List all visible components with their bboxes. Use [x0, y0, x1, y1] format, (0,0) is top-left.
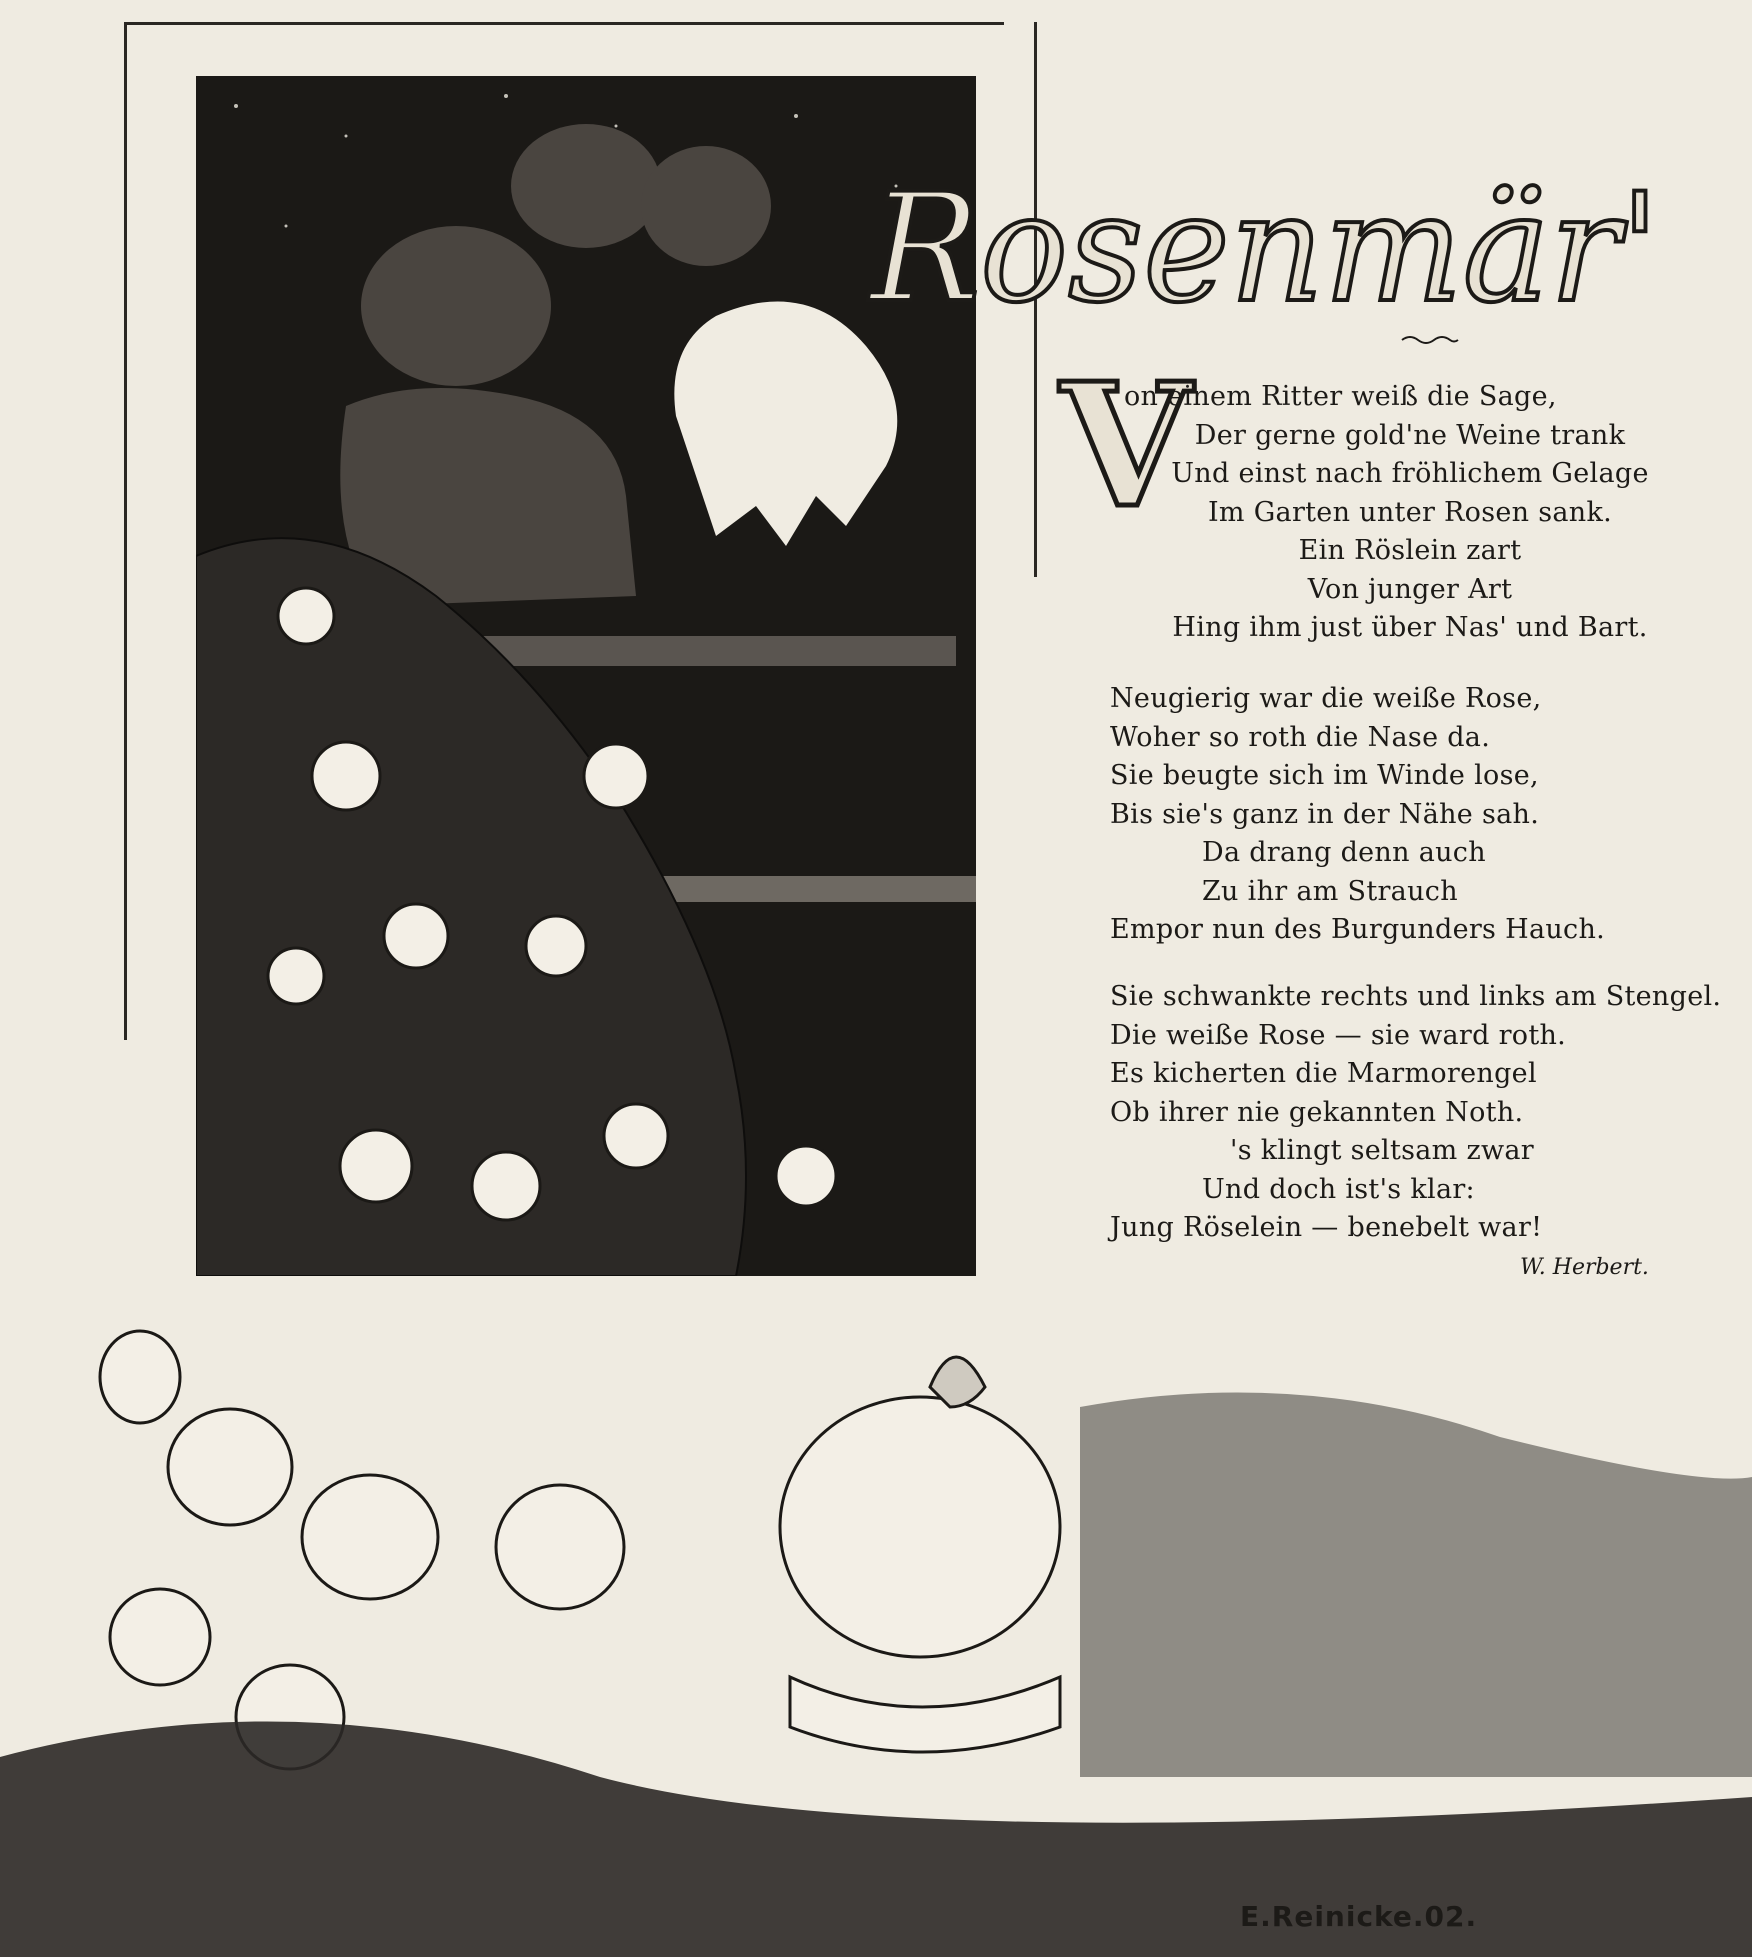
poem-line: Empor nun des Burgunders Hauch.	[1110, 914, 1606, 945]
title-ornament-rule	[1400, 334, 1460, 346]
poem-line: Von junger Art	[1307, 573, 1513, 605]
poem-line: Die weiße Rose — sie ward roth.	[1110, 1019, 1567, 1051]
poem-line: Neugierig war die weiße Rose,	[1110, 683, 1542, 714]
poem-stanza-1	[1110, 378, 1710, 648]
title-text: Rosenmär'	[867, 162, 1660, 336]
poem-line: Jung Röselein — benebelt war!	[1110, 1212, 1543, 1243]
poem-title	[850, 110, 1690, 350]
poem-line: Ob ihrer nie gekannten Noth.	[1110, 1096, 1524, 1128]
poem-line: on einem Ritter weiß die Sage,	[1124, 381, 1557, 412]
frame-left-line	[124, 22, 127, 1040]
poem-line: Sie schwankte rechts und links am Stengel.	[1110, 981, 1722, 1012]
poem-line: Zu ihr am Strauch	[1202, 875, 1458, 907]
poem-line: Ein Röslein zart	[1298, 535, 1522, 566]
knight-asleep-illustration	[0, 1257, 1752, 1957]
poem-line: Woher so roth die Nase da.	[1110, 721, 1491, 753]
poem-author: W. Herbert.	[1520, 1255, 1649, 1280]
poem-stanza-2	[1110, 680, 1605, 950]
drop-cap-letter: V	[1060, 355, 1192, 525]
artist-signature: E.Reinicke.02.	[1240, 1900, 1478, 1933]
poem-line: Der gerne gold'ne Weine trank	[1194, 419, 1626, 451]
poem-line: Hing ihm just über Nas' und Bart.	[1172, 612, 1648, 643]
poem-line: Sie beugte sich im Winde lose,	[1110, 760, 1539, 791]
poem-line: Und doch ist's klar:	[1202, 1173, 1475, 1205]
poem-line: Bis sie's ganz in der Nähe sah.	[1110, 798, 1540, 830]
frame-top-line	[124, 22, 1004, 25]
poem-line: 's klingt seltsam zwar	[1230, 1135, 1534, 1166]
poem-stanza-3	[1110, 978, 1721, 1248]
poem-line: Und einst nach fröhlichem Gelage	[1171, 458, 1649, 489]
poem-line: Es kicherten die Marmorengel	[1110, 1058, 1537, 1089]
poem-line: Da drang denn auch	[1202, 837, 1486, 868]
poem-line: Im Garten unter Rosen sank.	[1207, 496, 1613, 528]
knight-ruff-collar	[790, 1677, 1060, 1752]
